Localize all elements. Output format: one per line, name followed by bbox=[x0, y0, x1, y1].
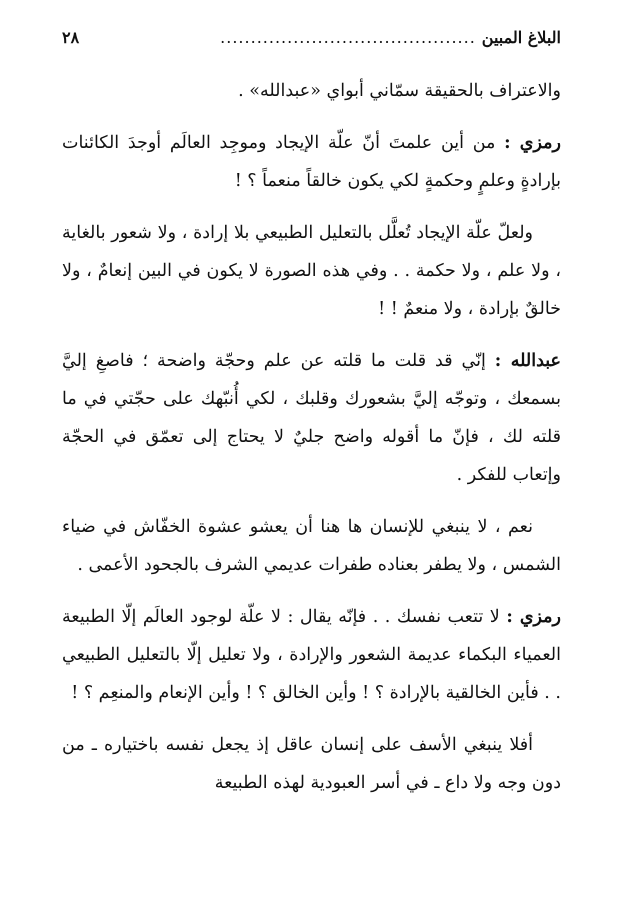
paragraph bbox=[62, 214, 561, 328]
paragraph bbox=[62, 72, 561, 110]
paragraph-dialogue bbox=[62, 342, 561, 494]
paragraph-text: من أين علمتَ أنّ علّة الإيجاد وموجِد العالَم أوجدَ الكائنات بإرادةٍ وعلمٍ وحكمةٍ لكي يكون خالقاً منعماً ؟ ! bbox=[62, 133, 561, 191]
page-header bbox=[62, 28, 561, 58]
paragraph-text: ولعلّ علّة الإيجاد تُعلَّل بالتعليل الطبيعي بلا إرادة ، ولا شعور بالغاية ، ولا علم ، ولا حكمة . . وفي هذه الصورة لا يكون في البين إنعامٌ ، ولا خالقٌ بإرادة ، ولا منعمٌ ! ! bbox=[62, 223, 561, 319]
paragraph-dialogue bbox=[62, 598, 561, 712]
header-dot-leader: .......................................... bbox=[220, 28, 476, 47]
paragraph-text: والاعتراف بالحقيقة سمّاني أبواي «عبدالله» . bbox=[238, 81, 561, 101]
page-body bbox=[62, 72, 561, 883]
speaker-name: رمزي : bbox=[506, 607, 562, 627]
paragraph-dialogue bbox=[62, 124, 561, 200]
speaker-name: رمزي : bbox=[504, 133, 561, 153]
page-number: ٢٨ bbox=[62, 28, 80, 47]
paragraph-text: أفلا ينبغي الأسف على إنسان عاقل إذ يجعل نفسه باختياره ـ من دون وجه ولا داع ـ في أسر العبودية لهذه الطبيعة bbox=[62, 735, 561, 793]
book-title: البلاغ المبين bbox=[481, 28, 561, 47]
paragraph bbox=[62, 508, 561, 584]
paragraph bbox=[62, 726, 561, 802]
paragraph-text: نعم ، لا ينبغي للإنسان ها هنا أن يعشو عشوة الخفّاش في ضياء الشمس ، ولا يطفر بعناده طفرات عديمي الشرف بالجحود الأعمى . bbox=[62, 517, 561, 575]
speaker-name: عبدالله : bbox=[494, 351, 561, 371]
paragraph-text: لا تتعب نفسك . . فإنّه يقال : لا علّة لوجود العالَم إلّا الطبيعة العمياء البكماء عديمة الشعور والإرادة ، ولا تعليل إلّا بالتعليل الطبيعي . . فأين الخالقية بالإرادة ؟ ! وأين الخالق ؟ ! وأين الإنعام والمنعِم ؟ ! bbox=[62, 607, 561, 703]
paragraph-text: إنّي قد قلت ما قلته عن علم وحجّة واضحة ؛ فاصغِ إليَّ بسمعك ، وتوجّه إليَّ بشعورك وقلبك ، لكي أُنبّهك على حجّتي في ما قلته لك ، فإنّ ما أقوله واضح جليٌ لا يحتاج إلى تعمّق في الحجّة وإتعاب للفكر . bbox=[62, 351, 561, 485]
